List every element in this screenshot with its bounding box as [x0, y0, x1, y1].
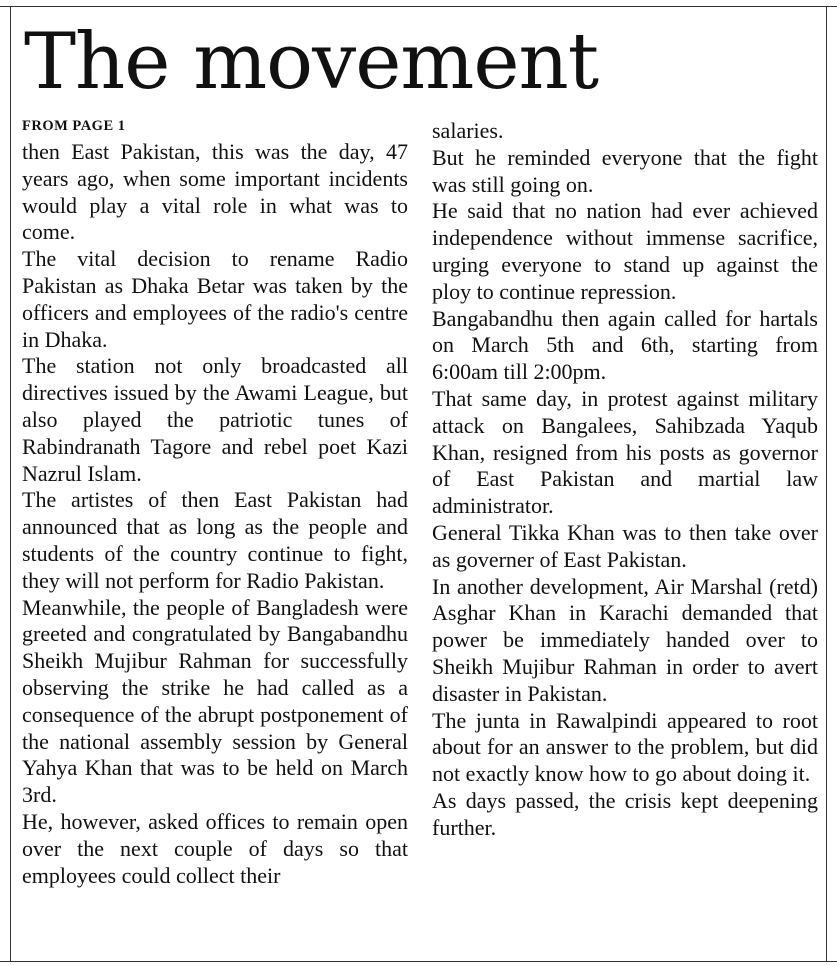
paragraph: The artistes of then East Pakistan had announced that as long as the people and students of the country continue to fight, they will not perform for Radio Pakistan. [22, 487, 408, 593]
paragraph: The station not only broadcasted all directives issued by the Awami League, but also played the patriotic tunes of Rabindranath Tagore and rebel poet Kazi Nazrul Islam. [22, 353, 408, 486]
paragraph: then East Pakistan, this was the day, 47 years ago, when some important incidents would play a vital role in what was to come. [22, 139, 408, 245]
paragraph: He, however, asked offices to remain open over the next couple of days so that employees could collect their [22, 808, 408, 888]
paragraph: The junta in Rawalpindi appeared to root about for an answer to the problem, but did not exactly know how to go about doing it. [432, 707, 818, 787]
headline: The movement [24, 17, 599, 107]
article-column-right [432, 118, 818, 842]
paragraph: salaries. [432, 118, 504, 143]
frame-bottom-rule [0, 961, 837, 962]
paragraph: The vital decision to rename Radio Pakistan as Dhaka Betar was taken by the officers and employees of the radio's centre in Dhaka. [22, 246, 408, 352]
frame-top-rule [0, 6, 837, 7]
paragraph: He said that no nation had ever achieved independence without immense sacrifice, urging everyone to stand up against the ploy to continue repression. [432, 198, 818, 304]
paragraph: Meanwhile, the people of Bangladesh were greeted and congratulated by Bangabandhu Sheikh Mujibur Rahman for successfully observing the strike he had called as a consequence of the abrupt postponement of the national assembly session by General Yahya Khan that was to be held on March 3rd. [22, 594, 408, 808]
frame-right-rule [826, 6, 827, 961]
paragraph: As days passed, the crisis kept deepening further. [432, 787, 818, 840]
frame-left-rule [10, 6, 11, 961]
paragraph: General Tikka Khan was to then take over as governer of East Pakistan. [432, 519, 818, 572]
article-column-left [22, 118, 408, 889]
kicker: FROM PAGE 1 [22, 118, 126, 134]
paragraph: In another development, Air Marshal (retd) Asghar Khan in Karachi demanded that power be immediately handed over to Sheikh Mujibur Rahman in order to avert disaster in Pakistan. [432, 573, 818, 706]
paragraph: But he reminded everyone that the fight was still going on. [432, 144, 818, 197]
paragraph: That same day, in protest against military attack on Bangalees, Sahibzada Yaqub Khan, resigned from his posts as governor of East Pakistan and martial law administrator. [432, 385, 818, 519]
paragraph: Bangabandhu then again called for hartals on March 5th and 6th, starting from 6:00am till 2:00pm. [432, 305, 818, 385]
